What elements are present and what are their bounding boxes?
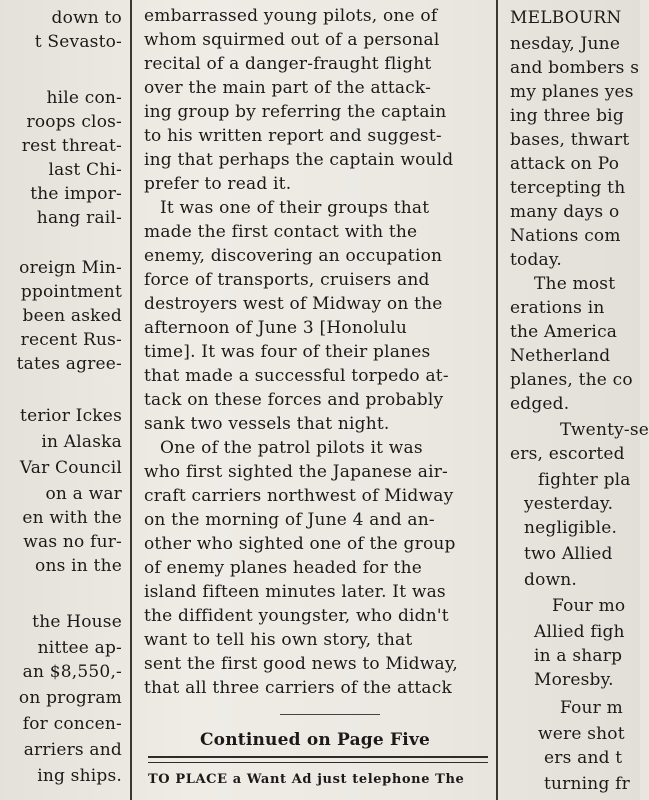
left-line: ons in the [35,556,122,576]
right-line: today. [510,250,563,270]
article-line: prefer to read it. [144,174,292,194]
right-line: Moresby. [534,670,614,690]
section-separator [148,756,488,758]
article-line: island fifteen minutes later. It was [144,582,446,602]
right-line: Netherland [510,346,611,366]
column-rule-right [496,0,498,800]
left-line: en with the [22,508,122,528]
article-line: whom squirmed out of a personal [144,30,440,50]
left-line: on program [18,688,122,708]
right-line: ing three big [510,106,624,126]
left-line: terior Ickes [20,406,122,426]
article-line: ing that perhaps the captain would [144,150,454,170]
right-line: were shot [538,724,625,744]
continuation-rule [280,714,380,715]
article-line: afternoon of June 3 [Honolulu [144,318,407,338]
article-line: sank two vessels that night. [144,414,390,434]
article-line: recital of a danger-fraught flight [144,54,432,74]
right-line: Twenty-se [560,420,649,440]
right-line: ers and t [544,748,623,768]
left-line: was no fur- [23,532,122,552]
right-line: yesterday. [524,494,614,514]
article-line: of enemy planes headed for the [144,558,422,578]
right-line: fighter pla [538,470,631,490]
left-line: recent Rus- [20,330,122,350]
left-line: the House [32,612,122,632]
left-line: on a war [45,484,122,504]
article-line: that all three carriers of the attack [144,678,452,698]
left-column [0,0,122,800]
article-line: time]. It was four of their planes [144,342,431,362]
right-line: bases, thwart [510,130,630,150]
article-line: that made a successful torpedo at- [144,366,449,386]
left-line: for concen- [22,714,122,734]
article-line: It was one of their groups that [160,198,430,218]
left-line: been asked [22,306,122,326]
left-line: an $8,550,- [22,662,122,682]
left-line: the impor- [30,184,122,204]
left-line: hile con- [46,88,122,108]
want-ad-notice: TO PLACE a Want Ad just telephone The [148,772,465,787]
right-line: Four mo [552,596,626,616]
article-line: the diffident youngster, who didn't [144,606,449,626]
article-line: One of the patrol pilots it was [160,438,423,458]
right-line: many days o [510,202,620,222]
left-line: oreign Min- [19,258,122,278]
left-line: arriers and [23,740,122,760]
article-line: other who sighted one of the group [144,534,456,554]
left-line: Var Council [19,458,122,478]
article-line: ing group by referring the captain [144,102,447,122]
right-line: The most [534,274,616,294]
right-line: planes, the co [510,370,633,390]
left-line: ppointment [20,282,122,302]
right-line: attack on Po [510,154,620,174]
right-line: Four m [560,698,623,718]
left-line: roops clos- [26,112,122,132]
right-line: erations in [510,298,605,318]
left-line: last Chi- [48,160,122,180]
column-rule-left [130,0,132,800]
left-line: rest threat- [21,136,122,156]
right-line: tercepting th [510,178,626,198]
center-column [140,0,490,800]
right-line: turning fr [544,774,630,794]
left-line: nittee ap- [37,638,122,658]
left-line: hang rail- [36,208,122,228]
right-line: Nations com [510,226,621,246]
right-line: MELBOURN [510,8,622,28]
left-line: t Sevasto- [34,32,122,52]
right-line: my planes yes [510,82,634,102]
left-line: tates agree- [16,354,122,374]
left-line: down to [51,8,122,28]
right-line: Allied figh [534,622,625,642]
article-line: sent the first good news to Midway, [144,654,458,674]
article-line: destroyers west of Midway on the [144,294,443,314]
article-line: craft carriers northwest of Midway [144,486,454,506]
right-line: negligible. [524,518,618,538]
left-line: ing ships. [37,766,122,786]
right-line: nesday, June [510,34,621,54]
section-separator-thin [148,762,488,763]
right-line: down. [524,570,578,590]
right-line: edged. [510,394,570,414]
article-line: force of transports, cruisers and [144,270,430,290]
left-line: in Alaska [41,432,122,452]
right-line: ers, escorted [510,444,625,464]
right-line: and bombers s [510,58,640,78]
right-line: in a sharp [534,646,623,666]
article-line: tack on these forces and probably [144,390,444,410]
article-line: who first sighted the Japanese air- [144,462,448,482]
article-line: embarrassed young pilots, one of [144,6,438,26]
right-column [504,0,649,800]
article-line: enemy, discovering an occupation [144,246,443,266]
article-line: want to tell his own story, that [144,630,413,650]
article-line: to his written report and suggest- [144,126,442,146]
article-line: made the first contact with the [144,222,418,242]
article-line: on the morning of June 4 and an- [144,510,435,530]
continued-notice: Continued on Page Five [199,730,431,750]
article-line: over the main part of the attack- [144,78,432,98]
right-line: the America [510,322,618,342]
right-line: two Allied [524,544,613,564]
